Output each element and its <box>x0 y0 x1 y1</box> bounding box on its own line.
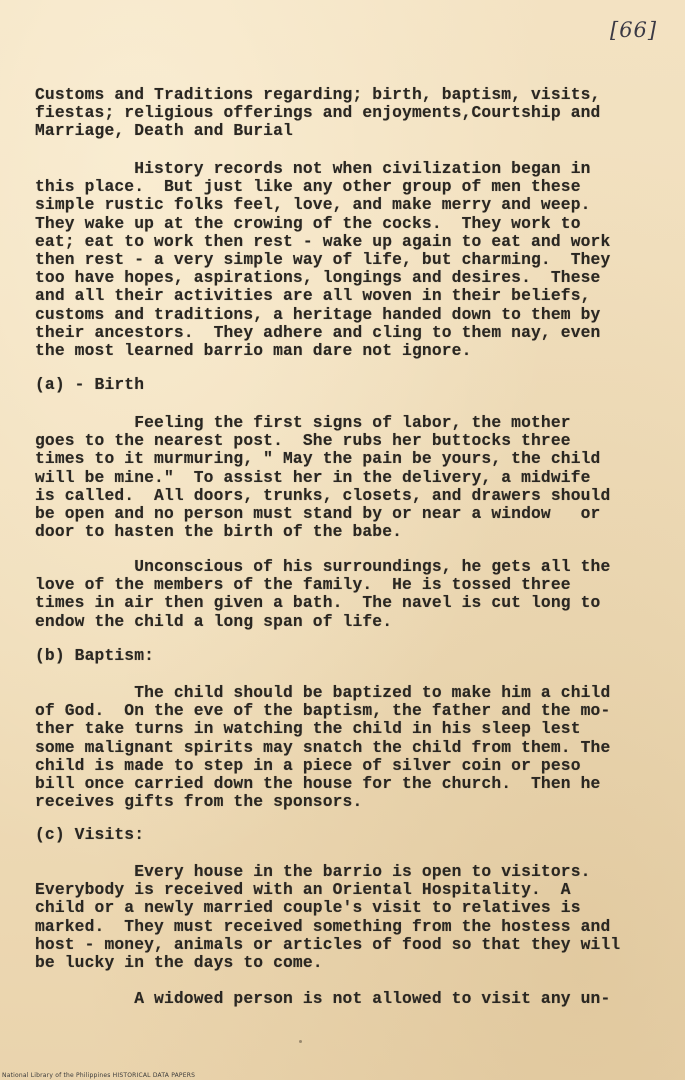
archive-footer: National Library of the Philippines HISTORICAL DATA PAPERS <box>2 1072 196 1079</box>
visits-paragraph-2: A widowed person is not allowed to visit any un- <box>35 989 611 1008</box>
section-heading-visits: (c) Visits: <box>35 825 145 844</box>
visits-paragraph-1: Every house in the barrio is open to visitors. Everybody is received with an Oriental Hospitality. A child or a newly married couple's visit to relatives is marked. They must received something from the hostess and host - money, animals or articles of food so that they will be lucky in the days to come. <box>35 862 621 973</box>
section-heading-baptism: (b) Baptism: <box>35 646 155 665</box>
birth-paragraph-2: Unconscious of his surroundings, he gets all the love of the members of the family. He is tossed three times in air then given a bath. The navel is cut long to endow the child a long span of life. <box>35 557 611 631</box>
intro-paragraph: History records not when civilization began in this place. But just like any other group of men these simple rustic folks feel, love, and make merry and weep. They wake up at the crowing of the cocks. They work to eat; eat to work then rest - wake up again to eat and work then rest - a very simple way of life, but charming. They too have hopes, aspirations, longings and desires. These and all their activities are all woven in their beliefs, customs and traditions, a heritage handed down to them by their ancestors. They adhere and cling to them nay, even the most learned barrio man dare not ignore. <box>35 159 611 361</box>
page-number: [66] <box>610 18 658 42</box>
document-heading: Customs and Traditions regarding; birth, baptism, visits, fiestas; religious offerings and enjoyments,Courtship and Marriage, Death and Burial <box>35 85 601 141</box>
birth-paragraph-1: Feeling the first signs of labor, the mother goes to the nearest post. She rubs her buttocks three times to it murmuring, " May the pain be yours, the child will be mine." To assist her in the delivery, a midwife is called. All doors, trunks, closets, and drawers should be open and no person must stand by or near a window or door to hasten the birth of the babe. <box>35 413 611 542</box>
paper-speck <box>299 1040 302 1043</box>
section-heading-birth: (a) - Birth <box>35 375 145 394</box>
baptism-paragraph: The child should be baptized to make him a child of God. On the eve of the baptism, the father and the mo- ther take turns in watching the child in his sleep lest some malignant spirits may snatch the child from them. The child is made to step in a piece of silver coin or peso bill once carried down the house for the church. Then he receives gifts from the sponsors. <box>35 683 611 812</box>
